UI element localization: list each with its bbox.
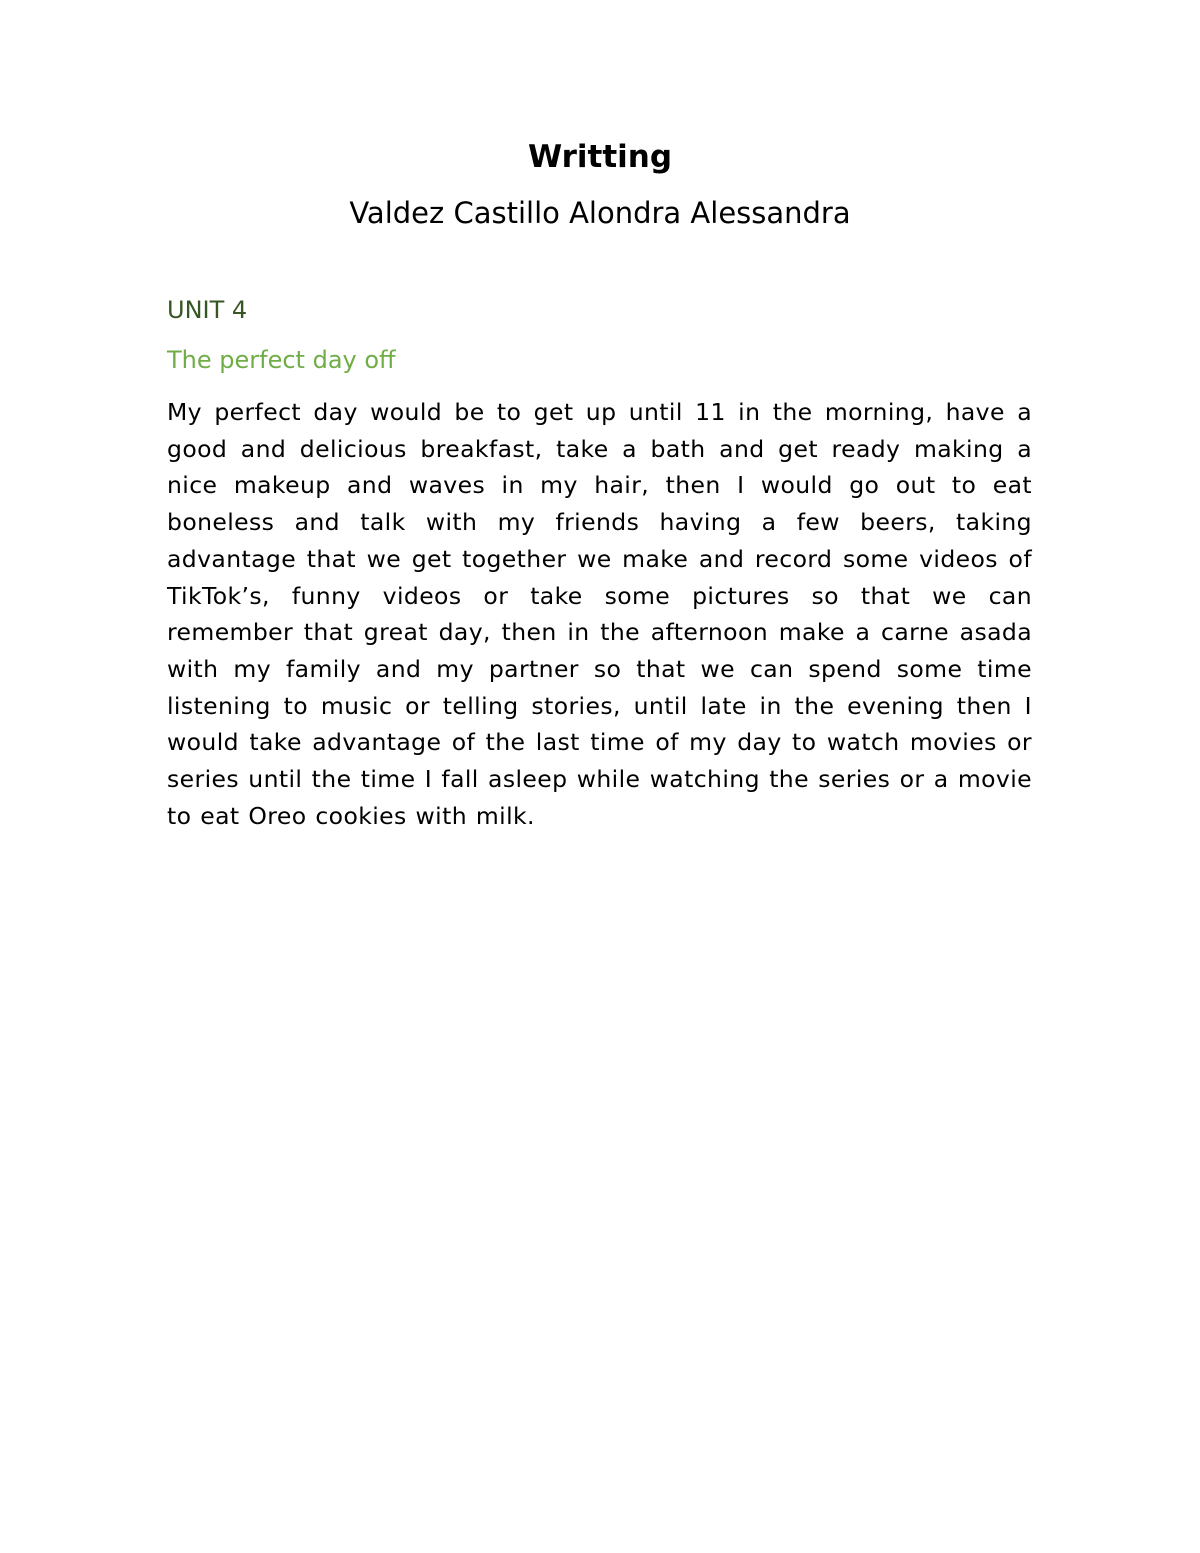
author-name: Valdez Castillo Alondra Alessandra	[349, 196, 851, 230]
section-subheading: The perfect day off	[167, 346, 396, 374]
body-paragraph: My perfect day would be to get up until 11 in the morning, have a good and delicious breakfast, take a bath and get ready making a nice makeup and waves in my hair, then I would go out to eat boneless and talk with my friends having a few beers, taking advantage that we get together we make and record some videos of TikTok’s, funny videos or take some pictures so that we can remember that great day, then in the afternoon make a carne asada with my family and my partner so that we can spend some time listening to music or telling stories, until late in the evening then I would take advantage of the last time of my day to watch movies or series until the time I fall asleep while watching the series or a movie to eat Oreo cookies with milk.	[167, 398, 1032, 830]
document-title: Writting	[527, 139, 673, 175]
unit-heading: UNIT 4	[167, 296, 248, 324]
